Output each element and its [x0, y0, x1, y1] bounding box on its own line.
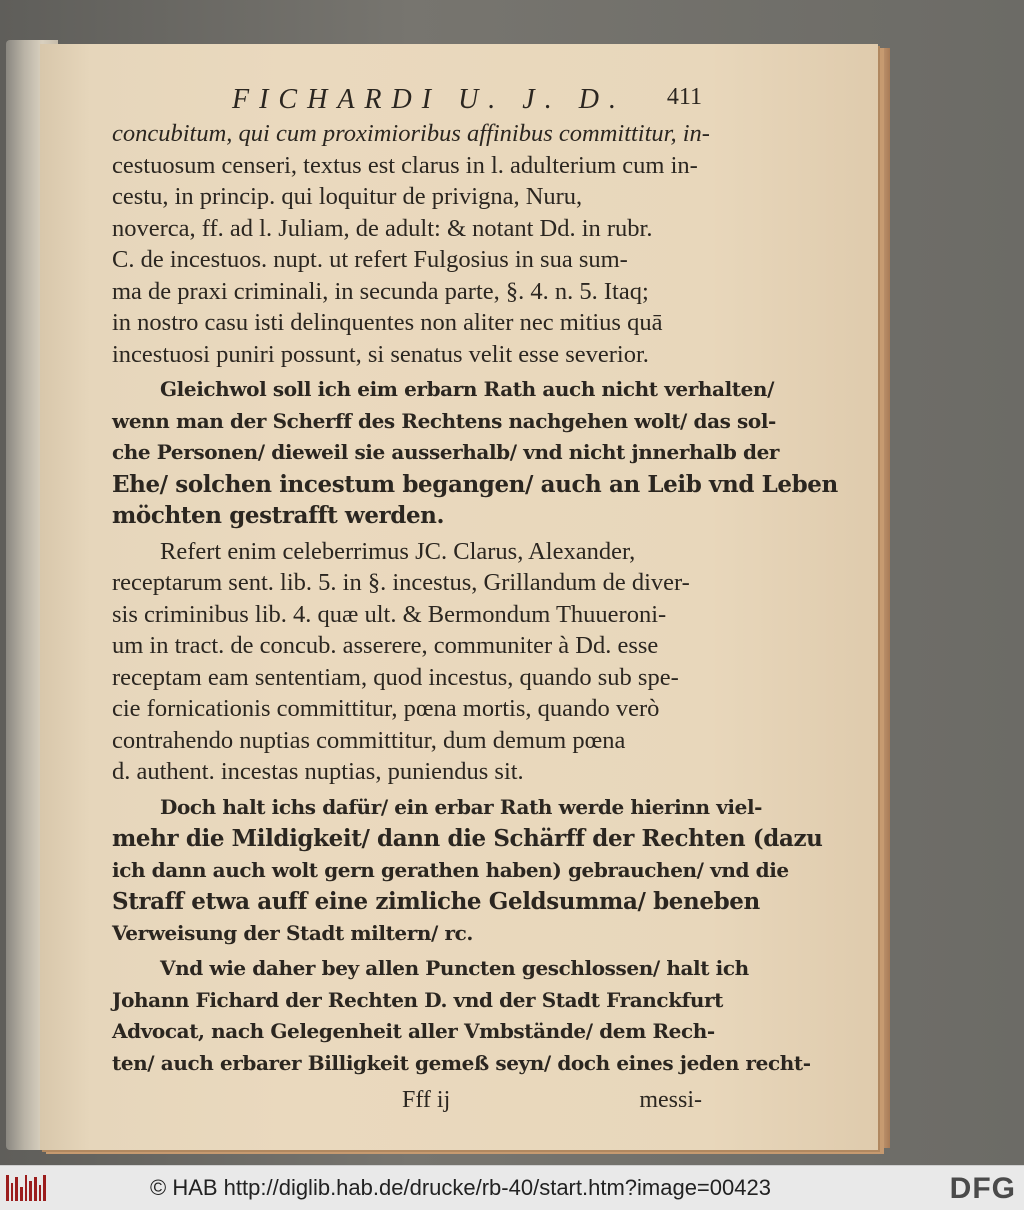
text-line: Refert enim celeberrimus JC. Clarus, Alexander,: [160, 537, 636, 565]
text-line: Advocat, nach Gelegenheit aller Vmbstände/ dem Rech-: [112, 1019, 715, 1043]
signature-mark: Fff ij: [402, 1087, 451, 1113]
hab-logo-icon: [6, 1175, 46, 1201]
text-line: Gleichwol soll ich eim erbarn Rath auch nicht verhalten/: [160, 377, 774, 401]
text-line: um in tract. de concub. asserere, communiter à Dd. esse: [112, 632, 659, 659]
text-line: incestuosi puniri possunt, si senatus velit esse severior.: [112, 340, 649, 368]
text-line: Vnd wie daher bey allen Puncten geschlossen/ halt ich: [160, 956, 749, 980]
dfg-logo: DFG: [949, 1172, 1016, 1205]
page-text-block: [112, 78, 838, 1123]
copyright-link[interactable]: © HAB http://diglib.hab.de/drucke/rb-40/start.htm?image=00423: [150, 1175, 771, 1200]
text-line: C. de incestuos. nupt. ut refert Fulgosius in sua sum-: [112, 246, 628, 273]
text-line: mehr die Mildigkeit/ dann die Schärff der Rechten (dazu: [112, 825, 823, 852]
text-line: sis criminibus lib. 4. quæ ult. & Bermondum Thuueroni-: [112, 600, 667, 628]
text-line: concubitum, qui cum proximioribus affinibus committitur, in-: [112, 120, 710, 147]
catchword: messi-: [639, 1087, 702, 1113]
text-line: che Personen/ dieweil sie ausserhalb/ vnd nicht jnnerhalb der: [112, 440, 780, 464]
text-line: cie fornicationis committitur, pœna mortis, quando verò: [112, 695, 660, 722]
text-line: ma de praxi criminali, in secunda parte, §. 4. n. 5. Itaq;: [112, 277, 649, 305]
page-footer-line: [112, 1083, 702, 1123]
text-line: ten/ auch erbarer Billigkeit gemeß seyn/ doch eines jeden recht-: [112, 1050, 811, 1075]
running-head: [112, 78, 702, 118]
text-line: Johann Fichard der Rechten D. vnd der Stadt Franckfurt: [112, 987, 723, 1012]
text-line: d. authent. incestas nuptias, puniendus sit.: [112, 758, 524, 785]
page-number: 411: [666, 84, 702, 110]
text-line: Ehe/ solchen incestum begangen/ auch an Leib vnd Leben: [112, 470, 838, 498]
running-title: FICHARDI U. J. D.: [232, 84, 626, 115]
page-edge-shadow: [878, 48, 890, 1148]
text-line: Straff etwa auff eine zimliche Geldsumma/ beneben: [112, 888, 760, 915]
text-line: möchten gestrafft werden.: [112, 502, 445, 529]
viewer-footer-bar: [0, 1165, 1024, 1210]
text-line: Doch halt ichs dafür/ ein erbar Rath werde hierinn viel-: [160, 794, 763, 819]
text-line: contrahendo nuptias committitur, dum demum pœna: [112, 726, 626, 754]
text-line: cestuosum censeri, textus est clarus in l. adulterium cum in-: [112, 151, 698, 179]
text-lines: [112, 118, 838, 1079]
text-line: cestu, in princip. qui loquitur de privigna, Nuru,: [112, 183, 583, 210]
text-line: receptam eam sententiam, quod incestus, quando sub spe-: [112, 663, 679, 691]
text-line: wenn man der Scherff des Rechtens nachgehen wolt/ das sol-: [112, 408, 776, 433]
text-line: noverca, ff. ad l. Juliam, de adult: & notant Dd. in rubr.: [112, 214, 653, 242]
text-line: receptarum sent. lib. 5. in §. incestus, Grillandum de diver-: [112, 569, 690, 596]
text-line: Verweisung der Stadt miltern/ rc.: [112, 920, 473, 945]
text-line: in nostro casu isti delinquentes non aliter nec mitius quā: [112, 309, 663, 336]
text-line: ich dann auch wolt gern gerathen haben) gebrauchen/ vnd die: [112, 857, 789, 882]
